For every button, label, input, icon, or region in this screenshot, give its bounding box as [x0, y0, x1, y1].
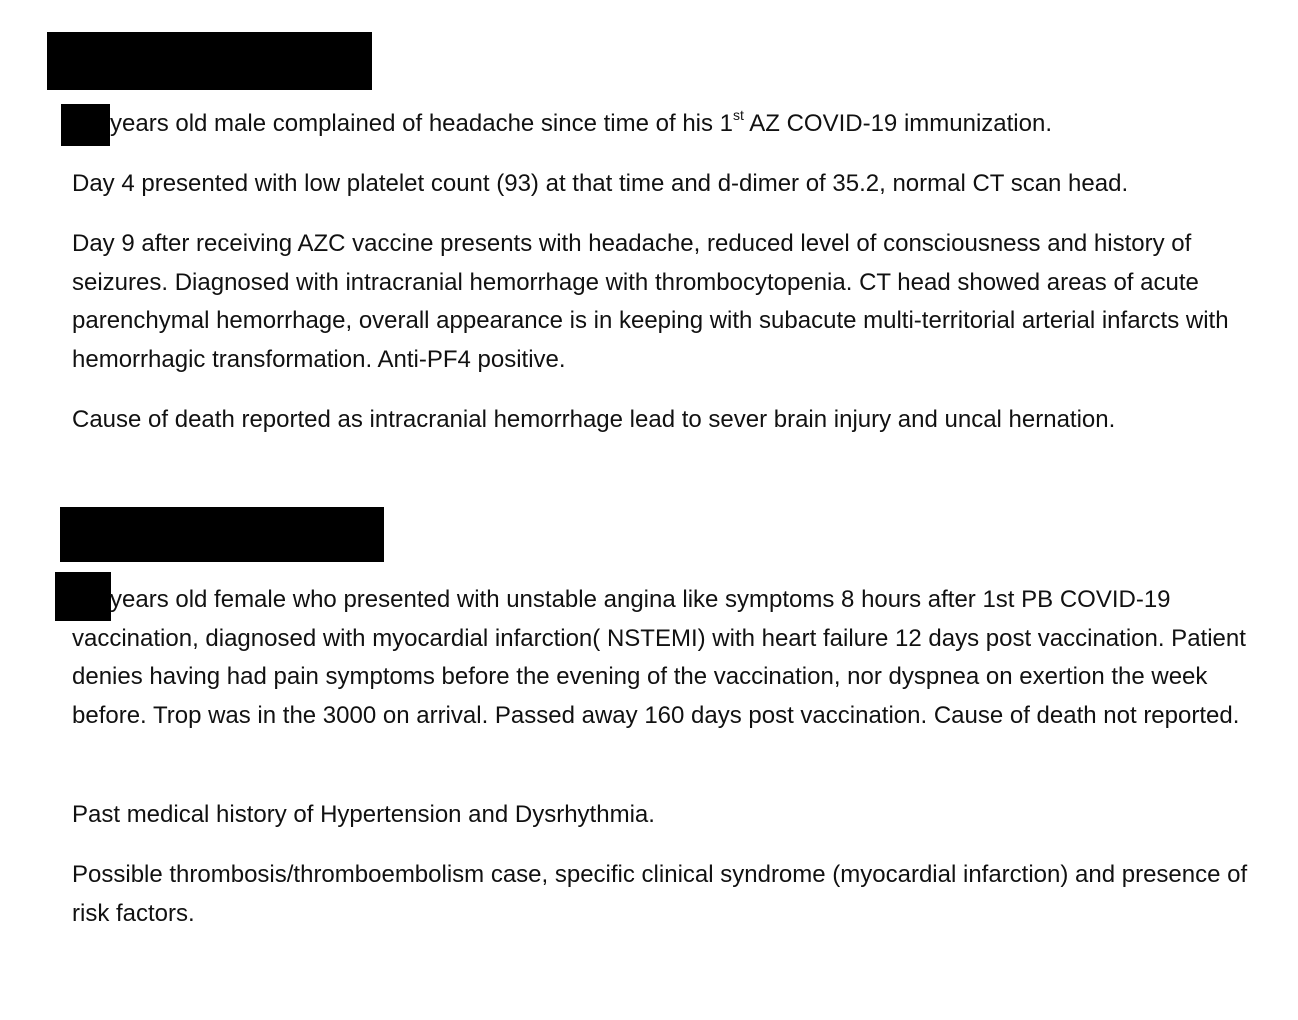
case2-summary-text: years old female who presented with unstable angina like symptoms 8 hours after 1st PB COVID-19 vaccination, diagnosed with myocardial infarction( NSTEMI) with heart failure 12 days post vaccination. Patient denies having had pain symptoms before the evening of the vaccination, nor dyspnea on exertion the week before. Trop was in the 3000 on arrival. Passed away 160 days post vaccination. Cause of death not reported.	[72, 586, 1246, 729]
case1-summary-paragraph	[72, 105, 1272, 144]
case1-summary-text-end: AZ COVID-19 immunization.	[743, 110, 1053, 137]
case1-day9-paragraph: Day 9 after receiving AZC vaccine presents with headache, reduced level of consciousness and history of seizures. Diagnosed with intracranial hemorrhage with thrombocytopenia. CT head showed areas of acute parenchymal hemorrhage, overall appearance is in keeping with subacute multi-territorial arterial infarcts with hemorrhagic transformation. Anti-PF4 positive.	[72, 230, 1229, 373]
redacted-case-header-1	[47, 32, 372, 90]
redacted-case-header-2	[60, 507, 384, 562]
case2-medical-history-paragraph: Past medical history of Hypertension and Dysrhythmia.	[72, 801, 655, 828]
case1-cause-of-death-paragraph: Cause of death reported as intracranial hemorrhage lead to sever brain injury and uncal hernation.	[72, 406, 1116, 433]
case1-summary-text: years old male complained of headache since time of his 1	[110, 110, 734, 137]
case2-summary-paragraph	[72, 581, 1267, 735]
case1-day4-paragraph: Day 4 presented with low platelet count (93) at that time and d-dimer of 35.2, normal CT scan head.	[72, 170, 1129, 197]
case2-assessment-paragraph: Possible thrombosis/thromboembolism case, specific clinical syndrome (myocardial infarction) and presence of risk factors.	[72, 861, 1248, 927]
ordinal-suffix: st	[733, 107, 744, 123]
